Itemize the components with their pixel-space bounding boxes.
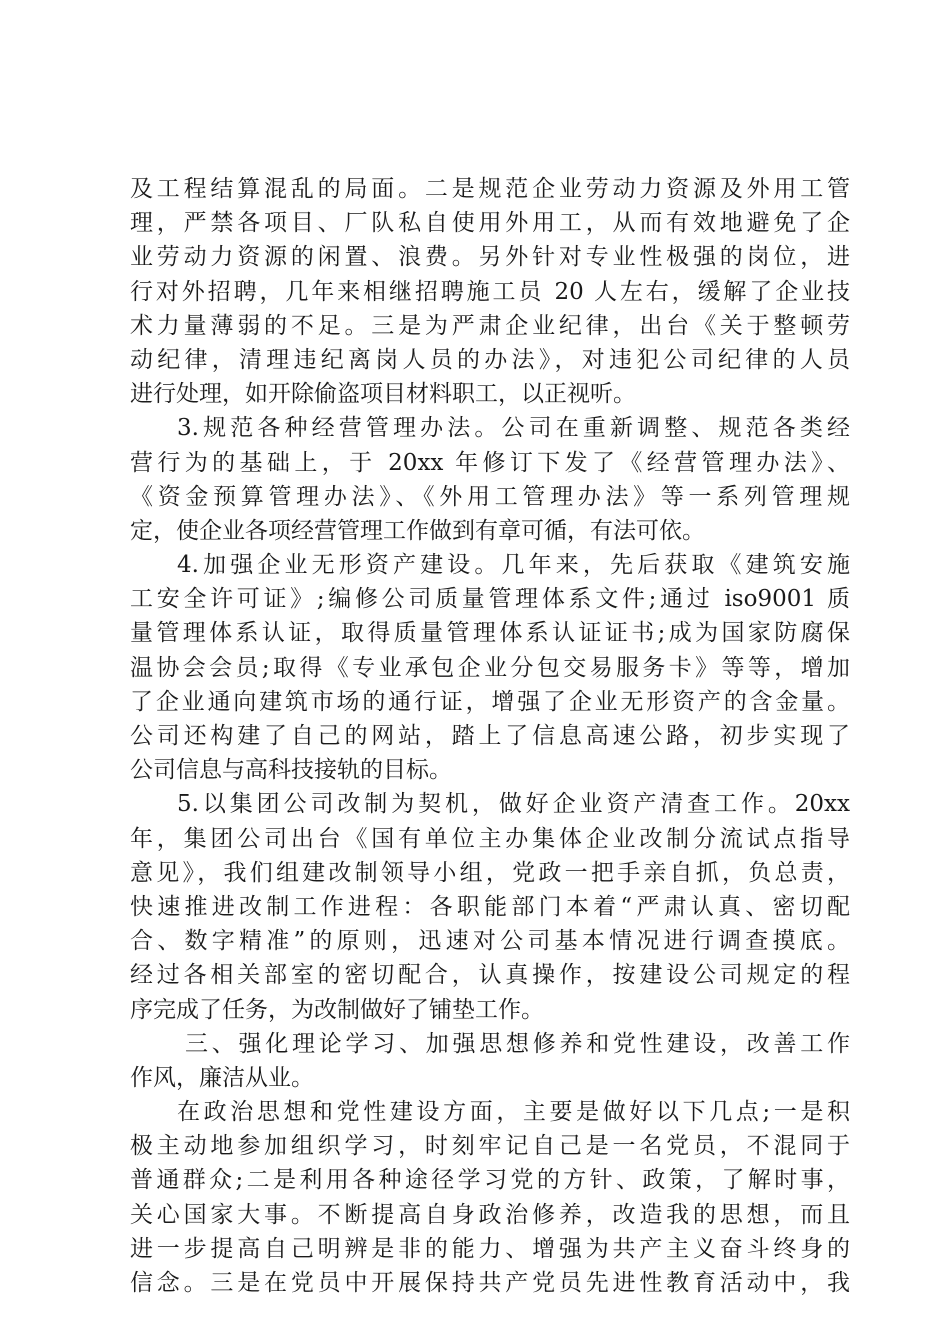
text-line: 及工程结算混乱的局面。二是规范企业劳动力资源及外用工管: [130, 176, 850, 202]
paragraph-5-heading: 5.以集团公司改制为契机，做好企业资产清查工作。20xx: [177, 791, 850, 818]
body-text: [130, 172, 850, 1300]
text-line: 进行处理，如开除偷盗项目材料职工，以正视听。: [130, 381, 636, 408]
text-line: 快速推进改制工作进程：各职能部门本着“严肃认真、密切配: [130, 893, 850, 920]
text-line: 关心国家大事。不断提高自身政治修养，改造我的思想，而且: [130, 1201, 850, 1228]
text-line: 公司信息与高科技接轨的目标。: [130, 757, 452, 784]
text-line: 行对外招聘，几年来相继招聘施工员 20 人左右，缓解了企业技: [130, 278, 850, 305]
text-line: 定，使企业各项经营管理工作做到有章可循，有法可依。: [130, 517, 705, 544]
text-line: 序完成了任务，为改制做好了铺垫工作。: [130, 996, 544, 1023]
text-line: 工安全许可证》;编修公司质量管理体系文件;通过 iso9001 质: [130, 586, 850, 613]
text-line: 温协会会员;取得《专业承包企业分包交易服务卡》等等，增加: [130, 654, 850, 681]
text-line: 极主动地参加组织学习，时刻牢记自己是一名党员，不混同于: [130, 1133, 850, 1160]
text-line: 营行为的基础上，于 20xx 年修订下发了《经营管理办法》、: [130, 449, 850, 476]
text-line: 普通群众;二是利用各种途径学习党的方针、政策，了解时事，: [130, 1167, 850, 1194]
text-line: 动纪律，清理违纪离岗人员的办法》，对违犯公司纪律的人员: [130, 346, 850, 373]
text-line: 《资金预算管理办法》、《外用工管理办法》等一系列管理规: [130, 483, 850, 510]
text-line: 进一步提高自己明辨是非的能力、增强为共产主义奋斗终身的: [130, 1235, 850, 1262]
text-line: 业劳动力资源的闲置、浪费。另外针对专业性极强的岗位，进: [130, 244, 850, 271]
text-line: 合、数字精准”的原则，迅速对公司基本情况进行调查摸底。: [130, 928, 850, 955]
text-line: 量管理体系认证，取得质量管理体系认证证书;成为国家防腐保: [130, 620, 850, 647]
paragraph-political-heading: 在政治思想和党性建设方面，主要是做好以下几点;一是积: [177, 1099, 850, 1126]
paragraph-4-heading: 4.加强企业无形资产建设。几年来，先后获取《建筑安施: [177, 552, 850, 579]
text-line: 意见》，我们组建改制领导小组，党政一把手亲自抓，负总责，: [130, 859, 850, 886]
text-line: 年，集团公司出台《国有单位主办集体企业改制分流试点指导: [130, 825, 850, 852]
text-line: 公司还构建了自己的网站，踏上了信息高速公路，初步实现了: [130, 723, 850, 749]
text-line: 了企业通向建筑市场的通行证，增强了企业无形资产的含金量。: [130, 688, 850, 715]
text-line: 术力量薄弱的不足。三是为严肃企业纪律，出台《关于整顿劳: [130, 312, 850, 339]
section-3-heading: 三、强化理论学习、加强思想修养和党性建设，改善工作: [185, 1030, 850, 1057]
text-line: 理，严禁各项目、厂队私自使用外用工，从而有效地避免了企: [130, 210, 850, 237]
paragraph-3-heading: 3.规范各种经营管理办法。公司在重新调整、规范各类经: [177, 415, 850, 442]
text-line: 经过各相关部室的密切配合，认真操作，按建设公司规定的程: [130, 962, 850, 989]
text-line: 信念。三是在党员中开展保持共产党员先进性教育活动中，我: [130, 1270, 850, 1296]
text-line: 作风，廉洁从业。: [130, 1064, 314, 1091]
